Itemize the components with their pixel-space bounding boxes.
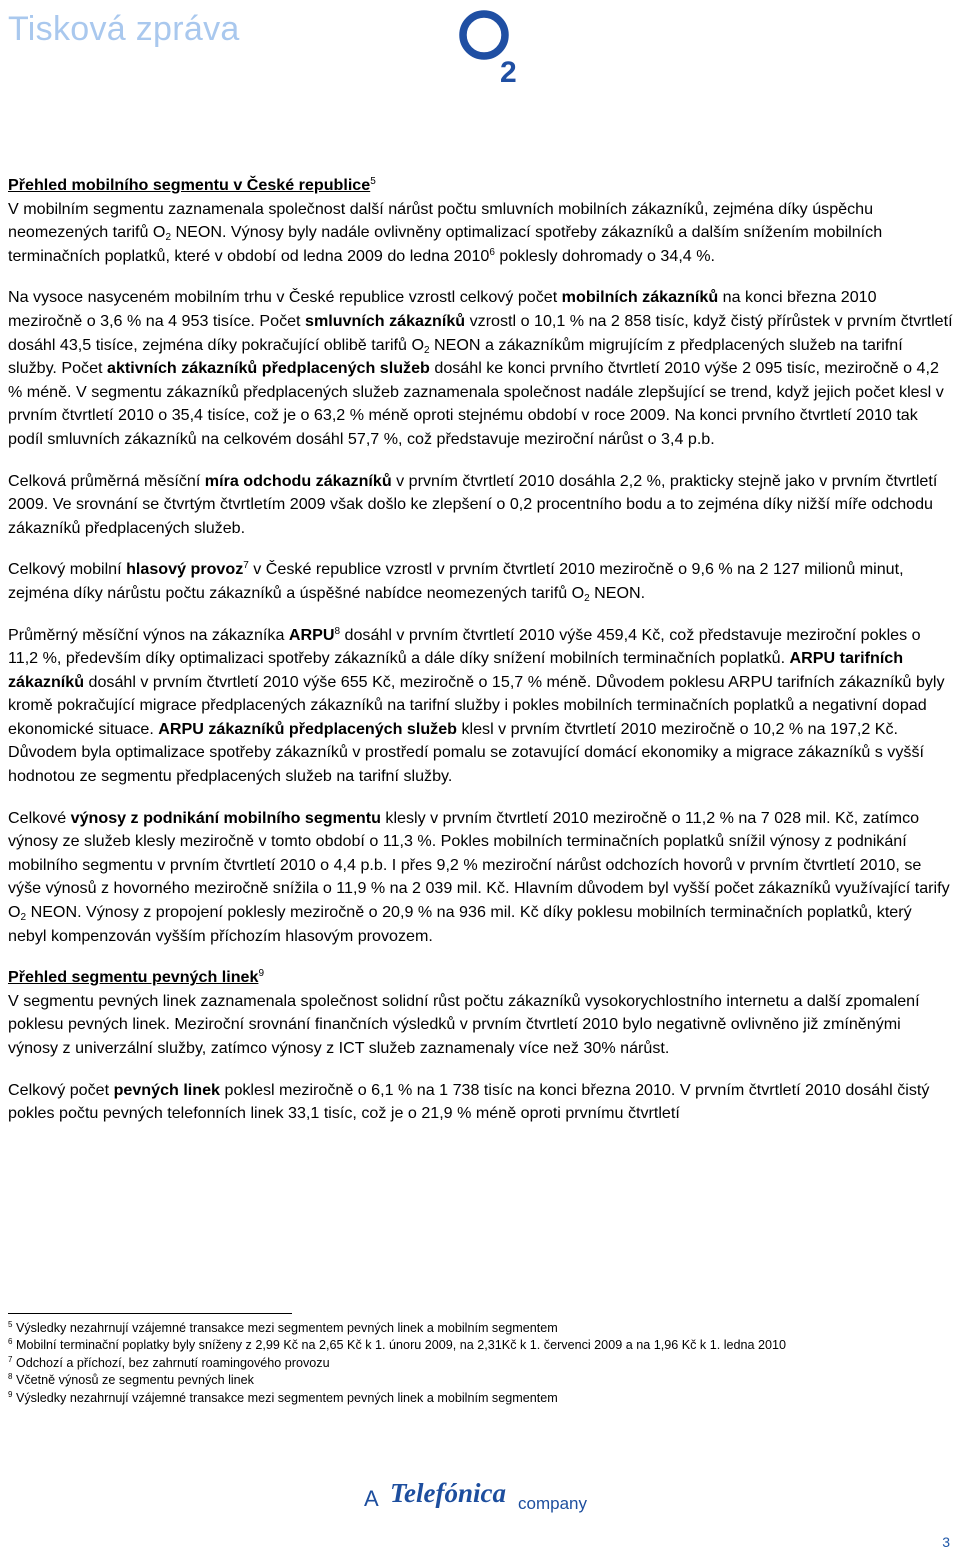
footnote-divider	[8, 1313, 292, 1314]
svg-text:Telefónica: Telefónica	[390, 1478, 506, 1508]
telefonica-logo	[358, 1472, 608, 1522]
mobile-section-paragraph-5: Průměrný měsíční výnos na zákazníka ARPU$^8$ dosáhl v prvním čtvrtletí 2010 výše 459,4 Kč, což představuje meziroční pokles o 11,2 %, především díky optimalizaci spotřeby zákazníků a dále díky snížení mobilních terminačních poplatků. ARPU tarifních zákazníků dosáhl v prvním čtvrtletí 2010 výše 655 Kč, meziročně o 15,7 % méně. Důvodem poklesu ARPU tarifních zákazníků byly kromě pokračující migrace předplacených zákazníků na tarifní služby i pokles mobilních terminačních poplatků a negativní dopad ekonomické situace. ARPU zákazníků předplacených služeb klesl v prvním čtvrtletí 2010 meziročně o 10,2 % na 197,2 Kč. Důvodem byla optimalizace spotřeby zákazníků v prostředí pomalu se zotavující domácí ekonomiky a migrace zákazníků s vyšší hodnotou ze segmentu předplacených služeb na tarifní služby.	[8, 625, 945, 786]
footnote-9: $^9$ Výsledky nezahrnují vzájemné transakce mezi segmentem pevných linek a mobilním segmentem	[8, 1389, 558, 1405]
mobile-section-paragraph-6: Celkové výnosy z podnikání mobilního segmentu klesly v prvním čtvrtletí 2010 meziročně o 11,2 % na 7 028 mil. Kč, zatímco výnosy ze služeb klesly meziročně v tomto období o 11,3 %. Pokles mobilních terminačních poplatků snížil výnosy z podnikání mobilního segmentu v prvním čtvrtletí 2010 o 4,4 p.b. I přes 9,2 % meziroční nárůst odchozích hovorů v prvním čtvrtletí 2010, se výše výnosů z hovorného meziročně snížila o 11,9 % na 2 039 mil. Kč. Hlavním důvodem byl vyšší počet zákazníků využívající tarify $O_2$ NEON. Výnosy z propojení poklesly meziročně o 20,9 % na 936 mil. Kč díky poklesu mobilních terminačních poplatků, který nebyl kompenzován vyšším příchozím hlasovým provozem.	[8, 808, 950, 945]
footnote-ref: 8	[334, 625, 341, 637]
footnote-8: $^8$ Včetně výnosů ze segmentu pevných linek	[8, 1372, 254, 1388]
fixed-section-paragraph-1: Přehled segmentu pevných linek$^9$ V segmentu pevných linek zaznamenala společnost solidní růst počtu zákazníků vysokorychlostního internetu a další zpomalení poklesu pevných linek. Meziroční srovnání finančních výsledků v prvním čtvrtletí 2010 bylo negativně ovlivněno již zmíněnými výnosy z univerzální služby, zatímco výnosy z ICT služeb zaznamenaly více než 30% nárůst.	[8, 968, 920, 1057]
mobile-section-paragraph-2: Na vysoce nasyceném mobilním trhu v České republice vzrostl celkový počet mobilních zákazníků na konci března 2010 meziročně o 3,6 % na 4 953 tisíce. Počet smluvních zákazníků vzrostl o 10,1 % na 2 858 tisíc, když čistý přírůstek v prvním čtvrtletí dosáhl 43,5 tisíce, zejména díky pokračující oblibě tarifů $O_2$ NEON a zákazníkům migrujícím z předplacených služeb na tarifní služby. Počet aktivních zákazníků předplacených služeb dosáhl ke konci prvního čtvrtletí 2010 výše 2 095 tisíc, meziročně o 4,2 % méně. V segmentu zákazníků předplacených služeb zaznamenala společnost nadále zlepšující se trend, když jejich počet klesl v prvním čtvrtletí 2010 o 35,4 tisíce, což je o 63,2 % méně oproti stejnému období v roce 2009. Na konci prvního čtvrtletí 2010 tak podíl smluvních zákazníků na celkovém dosáhl 57,7 %, což představuje meziroční nárůst o 3,4 p.b.	[8, 288, 953, 448]
footnote-ref: 9	[258, 968, 264, 980]
section-heading-mobile: Přehled mobilního segmentu v České republice	[8, 176, 371, 194]
document-title: Tisková zpráva	[8, 10, 240, 48]
document-body	[8, 174, 954, 1144]
o2-logo-subscript: 2	[500, 56, 517, 86]
svg-text:company: company	[518, 1494, 587, 1513]
o2-logo	[448, 4, 538, 86]
mobile-section-paragraph-4: Celkový mobilní hlasový provoz$^7$ v České republice vzrostl v prvním čtvrtletí 2010 meziročně o 9,6 % na 2 127 milionů minut, zejména díky nárůstu počtu zákazníků a úspěšné nabídce neomezených tarifů $O_2$ NEON.	[8, 560, 904, 604]
footnotes	[8, 1320, 954, 1407]
footnote-ref: 7	[243, 560, 249, 572]
footnote-ref: 6	[489, 246, 495, 258]
footnote-6: $^6$ Mobilní terminační poplatky byly sníženy z 2,99 Kč na 2,65 Kč k 1. únoru 2009, na 2,31Kč k 1. červenci 2009 a na 1,96 Kč k 1. ledna 2010	[8, 1337, 787, 1353]
section-heading-fixed: Přehled segmentu pevných linek	[8, 968, 259, 987]
footnote-7: $^7$ Odchozí a příchozí, bez zahrnutí roamingového provozu	[8, 1354, 330, 1370]
footnote-ref: 5	[370, 176, 376, 187]
mobile-section-paragraph-1: Přehled mobilního segmentu v České republice$^5$ V mobilním segmentu zaznamenala společnost další nárůst počtu smluvních mobilních zákazníků, zejména díky úspěchu neomezených tarifů $O_2$ NEON. Výnosy byly nadále ovlivněny optimalizací spotřeby zákazníků a dalším snížením mobilních terminačních poplatků, které v období od ledna 2009 do ledna 2010$^6$ poklesly dohromady o 34,4 %.	[8, 176, 883, 265]
page-number: 3	[942, 1534, 950, 1550]
mobile-section-paragraph-3: Celková průměrná měsíční míra odchodu zákazníků v prvním čtvrtletí 2010 dosáhla 2,2 %, prakticky stejně jako v prvním čtvrtletí 2009. Ve srovnání se čtvrtým čtvrtletím 2009 však došlo ke zlepšení o 0,2 procentního bodu a to zejména díky nižší míře odchodu zákazníků předplacených služeb.	[8, 471, 938, 537]
svg-text:A: A	[364, 1486, 379, 1511]
fixed-section-paragraph-2: Celkový počet pevných linek poklesl meziročně o 6,1 % na 1 738 tisíc na konci března 2010. V prvním čtvrtletí 2010 dosáhl čistý pokles počtu pevných telefonních linek 33,1 tisíc, což je o 21,9 % méně oproti prvnímu čtvrtletí	[8, 1080, 930, 1123]
footnote-5: $^5$ Výsledky nezahrnují vzájemné transakce mezi segmentem pevných linek a mobilním segmentem	[8, 1320, 558, 1335]
